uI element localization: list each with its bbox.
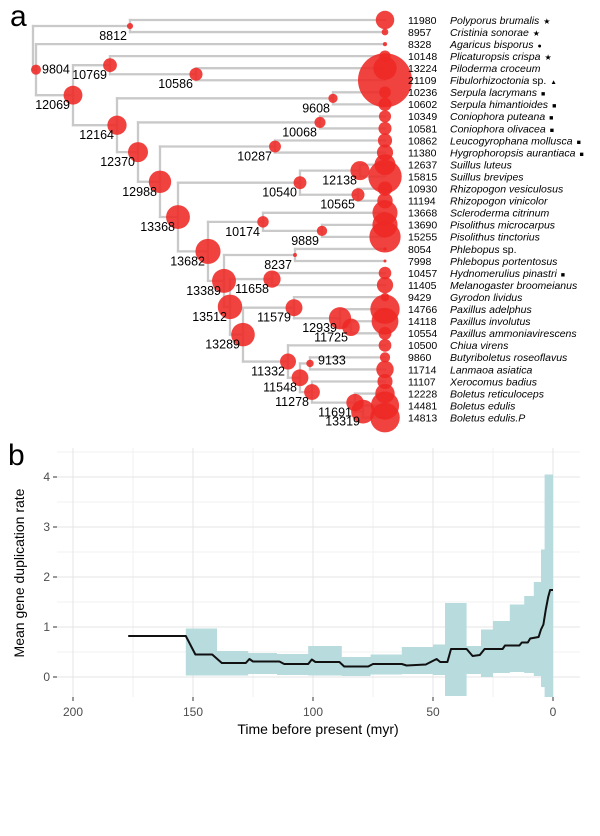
node-support-label: 10540 [262, 185, 297, 200]
tip-species-label [450, 292, 523, 304]
node-support-label: 13512 [192, 309, 227, 324]
panel-a-label: a [10, 0, 27, 33]
species-name: Paxillus involutus [450, 316, 531, 329]
species-name: Agaricus bisporus [450, 38, 534, 51]
plot-axes [43, 470, 556, 719]
tip-count-label: 10581 [408, 123, 438, 136]
tip-count-label: 10236 [408, 87, 438, 100]
tip-species-label [450, 135, 581, 147]
tip-count-label: 8054 [408, 243, 432, 256]
tip-species-label [450, 184, 564, 196]
species-name: Piloderma croceum [450, 63, 541, 75]
species-name: Leucogyrophana mollusca [450, 135, 573, 148]
y-axis-title: Mean gene duplication rate [11, 488, 27, 658]
tip-bubble [379, 86, 391, 98]
x-tick-label: 50 [426, 705, 440, 719]
species-name: Phlebopus portentosus [450, 255, 558, 268]
node-support-label: 12370 [100, 155, 135, 170]
tip-count-label: 10500 [408, 340, 438, 353]
node-support-label: 11725 [314, 330, 348, 345]
species-name: Butyriboletus roseoflavus [450, 352, 568, 365]
square-marker-icon: ■ [552, 103, 557, 111]
node-support-label: 12069 [35, 98, 70, 113]
tip-count-label: 21109 [408, 75, 437, 88]
species-name: Chiua virens [450, 340, 509, 353]
tip-bubble [379, 110, 391, 122]
tip-species-label [450, 51, 552, 63]
tip-species-label [450, 232, 541, 244]
tip-count-label: 9860 [408, 352, 432, 365]
species-name: Lanmaoa asiatica [450, 364, 533, 377]
node-support-label: 13682 [170, 254, 205, 269]
tip-species-label [450, 220, 556, 232]
node-support-label: 10174 [225, 224, 260, 239]
species-name: Polyporus brumalis [450, 14, 540, 27]
y-tick-label: 4 [43, 470, 50, 484]
tree-node-bubble [127, 23, 133, 29]
node-support-label: 11548 [263, 380, 297, 395]
node-support-label: 12138 [322, 173, 357, 188]
species-name: Serpula lacrymans [450, 87, 537, 100]
tip-species-label [450, 304, 532, 316]
tip-count-label: 14118 [408, 316, 437, 329]
tip-bubble [376, 11, 394, 29]
species-name: Paxillus ammoniavirescens [450, 328, 577, 341]
species-name: Melanogaster broomeianus [450, 279, 578, 292]
tip-species-label [450, 196, 548, 208]
tip-count-label: 10148 [408, 50, 438, 63]
node-support-label: 9608 [302, 101, 330, 116]
node-support-label: 9889 [291, 233, 319, 248]
tip-species-label [450, 316, 531, 328]
tip-count-label: 11380 [408, 147, 437, 160]
tip-bubble [379, 327, 392, 340]
tip-bubble [383, 42, 387, 46]
square-marker-icon: ■ [549, 127, 554, 135]
tree-node-bubble [31, 65, 41, 75]
species-name: Scleroderma citrinum [450, 207, 550, 220]
x-tick-label: 150 [182, 705, 204, 719]
tip-count-label: 10554 [408, 328, 438, 341]
tree-node-bubble [306, 360, 313, 367]
tip-count-label: 7998 [408, 255, 432, 268]
tip-species-label [450, 111, 553, 123]
species-name: Pisolithus microcarpus [450, 219, 556, 232]
species-name: Hydnomerulius pinastri [450, 267, 557, 280]
node-support-label: 13389 [186, 283, 221, 298]
species-name: Boletus reticuloceps [450, 388, 544, 401]
tip-count-label: 15255 [408, 231, 438, 244]
node-support-label: 11691 [318, 405, 352, 420]
tip-species-label [450, 268, 565, 280]
tip-species-label [450, 75, 557, 87]
y-tick-label: 0 [43, 670, 50, 684]
tip-count-label: 11980 [408, 14, 437, 27]
tip-species-label [450, 280, 578, 292]
node-support-label: 11658 [235, 282, 269, 297]
species-name: Serpula himantioides [450, 99, 549, 112]
node-support-label: 11579 [257, 310, 291, 325]
tip-species-label [450, 364, 532, 376]
tip-species-label [450, 412, 525, 424]
node-support-label: 10769 [72, 68, 107, 83]
node-support-label: 13368 [140, 220, 175, 235]
node-support-label: 13289 [205, 337, 240, 352]
tip-count-label: 10349 [408, 111, 438, 124]
y-tick-label: 3 [43, 520, 50, 534]
square-marker-icon: ■ [540, 91, 546, 99]
tip-species-label [450, 159, 513, 171]
tip-count-label: 10930 [408, 183, 438, 196]
phylogenetic-tree [31, 11, 584, 433]
species-name: Coniophora puteana [450, 111, 546, 124]
species-name: Paxillus adelphus [450, 304, 532, 316]
species-name: Coniophora olivacea [450, 123, 546, 136]
node-support-label: 12988 [122, 184, 157, 199]
tip-count-label: 8957 [408, 26, 432, 39]
x-tick-label: 200 [62, 705, 84, 719]
tip-species-label [450, 99, 556, 111]
species-name: Hygrophoropsis aurantiaca [450, 147, 576, 160]
species-name: Rhizopogon vinicolor [450, 195, 548, 208]
star-marker-icon: ★ [532, 28, 540, 38]
tip-species-label [450, 352, 568, 364]
node-support-label: 10287 [237, 149, 272, 164]
tip-count-label: 13690 [408, 219, 438, 232]
species-name-suffix: sp. [499, 243, 517, 256]
tip-species-label [450, 27, 540, 39]
node-support-label: 8237 [264, 257, 292, 272]
tip-species-label [449, 39, 542, 51]
tip-count-label: 11107 [408, 376, 436, 389]
tip-species-label [450, 15, 550, 27]
tip-species-label [450, 388, 545, 400]
node-support-label: 10068 [282, 125, 317, 140]
square-marker-icon: ■ [560, 271, 566, 279]
tip-count-label: 10457 [408, 267, 438, 280]
tip-count-label: 12228 [408, 388, 438, 401]
tip-count-label: 14813 [408, 412, 438, 425]
tip-species-label [450, 63, 541, 75]
species-name: Plicaturopsis crispa [450, 50, 541, 63]
species-name: Rhizopogon vesiculosus [450, 183, 564, 196]
square-marker-icon: ■ [576, 139, 581, 147]
node-support-label: 9804 [42, 62, 70, 77]
tip-count-label: 11405 [408, 279, 437, 292]
y-tick-label: 1 [43, 620, 50, 634]
tip-species-label [450, 147, 584, 159]
tip-count-label: 12637 [408, 159, 438, 172]
x-tick-label: 100 [302, 705, 324, 719]
tip-count-label: 13224 [408, 63, 438, 75]
tip-count-label: 9429 [408, 291, 432, 304]
species-name: Suillus brevipes [450, 171, 524, 184]
tip-species-label [450, 328, 577, 340]
x-axis-title: Time before present (myr) [237, 721, 399, 737]
tip-bubble [377, 277, 393, 293]
triangle-marker-icon: ▲ [550, 79, 557, 87]
node-support-label: 10586 [158, 77, 193, 92]
tip-bubble [382, 29, 389, 36]
tip-count-label: 11194 [408, 195, 436, 208]
node-support-label: 12939 [302, 321, 337, 336]
tip-bubble [378, 98, 391, 111]
tip-species-label [450, 244, 517, 256]
duplication-rate-plot [43, 448, 580, 719]
tip-count-label: 10602 [408, 99, 438, 112]
node-support-label: 8812 [99, 29, 127, 44]
square-marker-icon: ■ [579, 151, 584, 159]
tree-node-bubble [293, 253, 297, 257]
tip-count-label: 14766 [408, 304, 438, 316]
circle-marker-icon: ● [537, 42, 542, 50]
species-name: Xerocomus badius [450, 376, 537, 389]
node-support-label: 13319 [325, 414, 360, 429]
tip-species-label [450, 171, 524, 183]
species-name: Pisolithus tinctorius [450, 231, 540, 244]
tip-count-label: 14481 [408, 400, 438, 413]
node-support-label: 11278 [275, 395, 309, 410]
species-name: Phlebopus [450, 243, 500, 256]
tip-bubble [384, 260, 387, 263]
tip-species-label [449, 376, 538, 388]
tip-bubble [378, 122, 391, 135]
square-marker-icon: ■ [549, 115, 554, 123]
node-support-label: 11332 [251, 364, 285, 379]
tip-species-label [450, 208, 549, 220]
species-name: Boletus edulis [450, 400, 516, 413]
node-support-label: 9133 [318, 353, 346, 368]
tip-species-label [450, 400, 516, 412]
tip-species-label [450, 87, 545, 99]
tip-count-label: 11714 [408, 364, 437, 377]
species-name-suffix: sp. [529, 75, 547, 88]
x-tick-label: 0 [549, 705, 557, 719]
tip-species-label [450, 256, 558, 268]
species-name: Suillus luteus [450, 159, 512, 172]
tip-species-label [450, 340, 509, 352]
tip-bubble [379, 339, 392, 352]
node-support-label: 12164 [79, 128, 114, 143]
tip-count-label: 10862 [408, 135, 438, 148]
tip-bubble [370, 403, 400, 433]
panel-b-label: b [8, 439, 25, 472]
species-name: Fibulorhizoctonia [450, 75, 530, 88]
star-marker-icon: ★ [543, 16, 551, 26]
tree-tip-labels [408, 15, 584, 425]
tip-bubble [383, 247, 386, 250]
node-support-label: 10565 [320, 197, 355, 212]
species-name: Boletus edulis.P [450, 412, 526, 425]
species-name: Cristinia sonorae [450, 26, 529, 39]
y-tick-label: 2 [43, 570, 50, 584]
tip-count-label: 15815 [408, 171, 438, 184]
tip-count-label: 13668 [408, 207, 438, 220]
tip-count-label: 8328 [408, 38, 432, 51]
star-marker-icon: ★ [544, 52, 552, 62]
species-name: Gyrodon lividus [450, 291, 523, 304]
tip-species-label [450, 123, 554, 135]
